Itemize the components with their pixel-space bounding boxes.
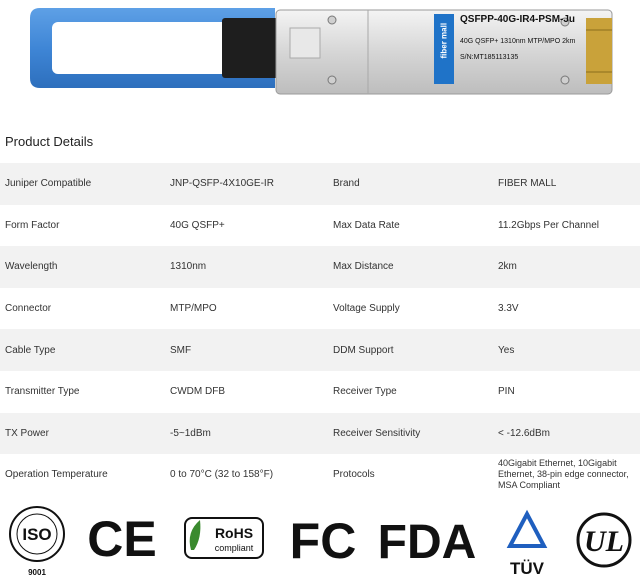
spec-value: 2km [498, 261, 517, 273]
label-serial: S/N:MT185113135 [460, 54, 519, 61]
spec-value: CWDM DFB [170, 386, 225, 398]
spec-label: Wavelength [5, 261, 58, 273]
spec-label: Voltage Supply [333, 303, 400, 315]
spec-label: Form Factor [5, 219, 60, 231]
certification-logos-svg [0, 500, 640, 579]
spec-label: Brand [333, 178, 360, 190]
label-model: QSFPP-40G-IR4-PSM-Ju [460, 14, 576, 25]
rohs-subtext: compliant [214, 543, 254, 553]
table-row [0, 288, 640, 330]
spec-label: Connector [5, 303, 52, 315]
latch [222, 18, 280, 78]
spec-value: 3.3V [498, 303, 519, 315]
spec-value: SMF [170, 344, 192, 356]
spec-value: PIN [498, 386, 515, 398]
spec-label: Cable Type [5, 344, 56, 356]
ul-logo-icon [578, 514, 630, 566]
table-row [0, 329, 640, 371]
ce-logo-icon: CE [87, 511, 157, 567]
label-description: 40G QSFP+ 1310nm MTP/MPO 2km [460, 38, 576, 45]
spec-label: Protocols [333, 469, 375, 481]
table-row [0, 163, 640, 205]
section-title: Product Details [5, 134, 94, 149]
tuv-text: TÜV [510, 559, 544, 578]
product-image [0, 0, 640, 112]
table-row [0, 454, 640, 496]
spec-label: Max Distance [333, 261, 394, 273]
spec-label: Receiver Type [333, 386, 397, 398]
table-row [0, 246, 640, 288]
spec-label: Operation Temperature [5, 469, 108, 481]
certification-logos [0, 500, 640, 579]
spec-value: 11.2Gbps Per Channel [498, 219, 599, 231]
brand-mark: fiber mall [439, 22, 449, 59]
spec-label: TX Power [5, 427, 49, 439]
spec-value: Yes [498, 344, 515, 356]
iso-number: 9001 [28, 568, 46, 577]
spec-value: JNP-QSFP-4X10GE-IR [170, 178, 274, 190]
fc-logo-icon: FC [289, 513, 357, 569]
rohs-text: RoHS [214, 525, 254, 541]
spec-value: FIBER MALL [498, 178, 557, 190]
spec-label: Juniper Compatible [5, 178, 92, 190]
iso-logo-icon [10, 507, 64, 577]
spec-label: Transmitter Type [5, 386, 80, 398]
table-row [0, 205, 640, 247]
spec-value: -5~1dBm [170, 427, 211, 439]
spec-value: 40G QSFP+ [170, 219, 225, 231]
spec-value: 1310nm [170, 261, 207, 273]
ul-text: UL [584, 525, 624, 558]
spec-label: Max Data Rate [333, 219, 400, 231]
rohs-logo-icon [185, 518, 263, 558]
iso-text: ISO [22, 525, 52, 544]
spec-table [0, 163, 640, 496]
spec-value: MTP/MPO [170, 303, 217, 315]
spec-value: 0 to 70°C (32 to 158°F) [170, 469, 274, 481]
spec-value: < -12.6dBm [498, 427, 550, 439]
table-row [0, 413, 640, 455]
spec-value: 40Gigabit Ethernet, 10Gigabit Ethernet, 38-pin edge connector, MSA Compliant [498, 458, 629, 491]
table-row [0, 371, 640, 413]
spec-label: Receiver Sensitivity [333, 427, 421, 439]
spec-label: DDM Support [333, 344, 394, 356]
fda-logo-icon: FDA [377, 516, 477, 569]
gold-contacts [586, 18, 612, 84]
tuv-logo-icon [510, 514, 545, 578]
